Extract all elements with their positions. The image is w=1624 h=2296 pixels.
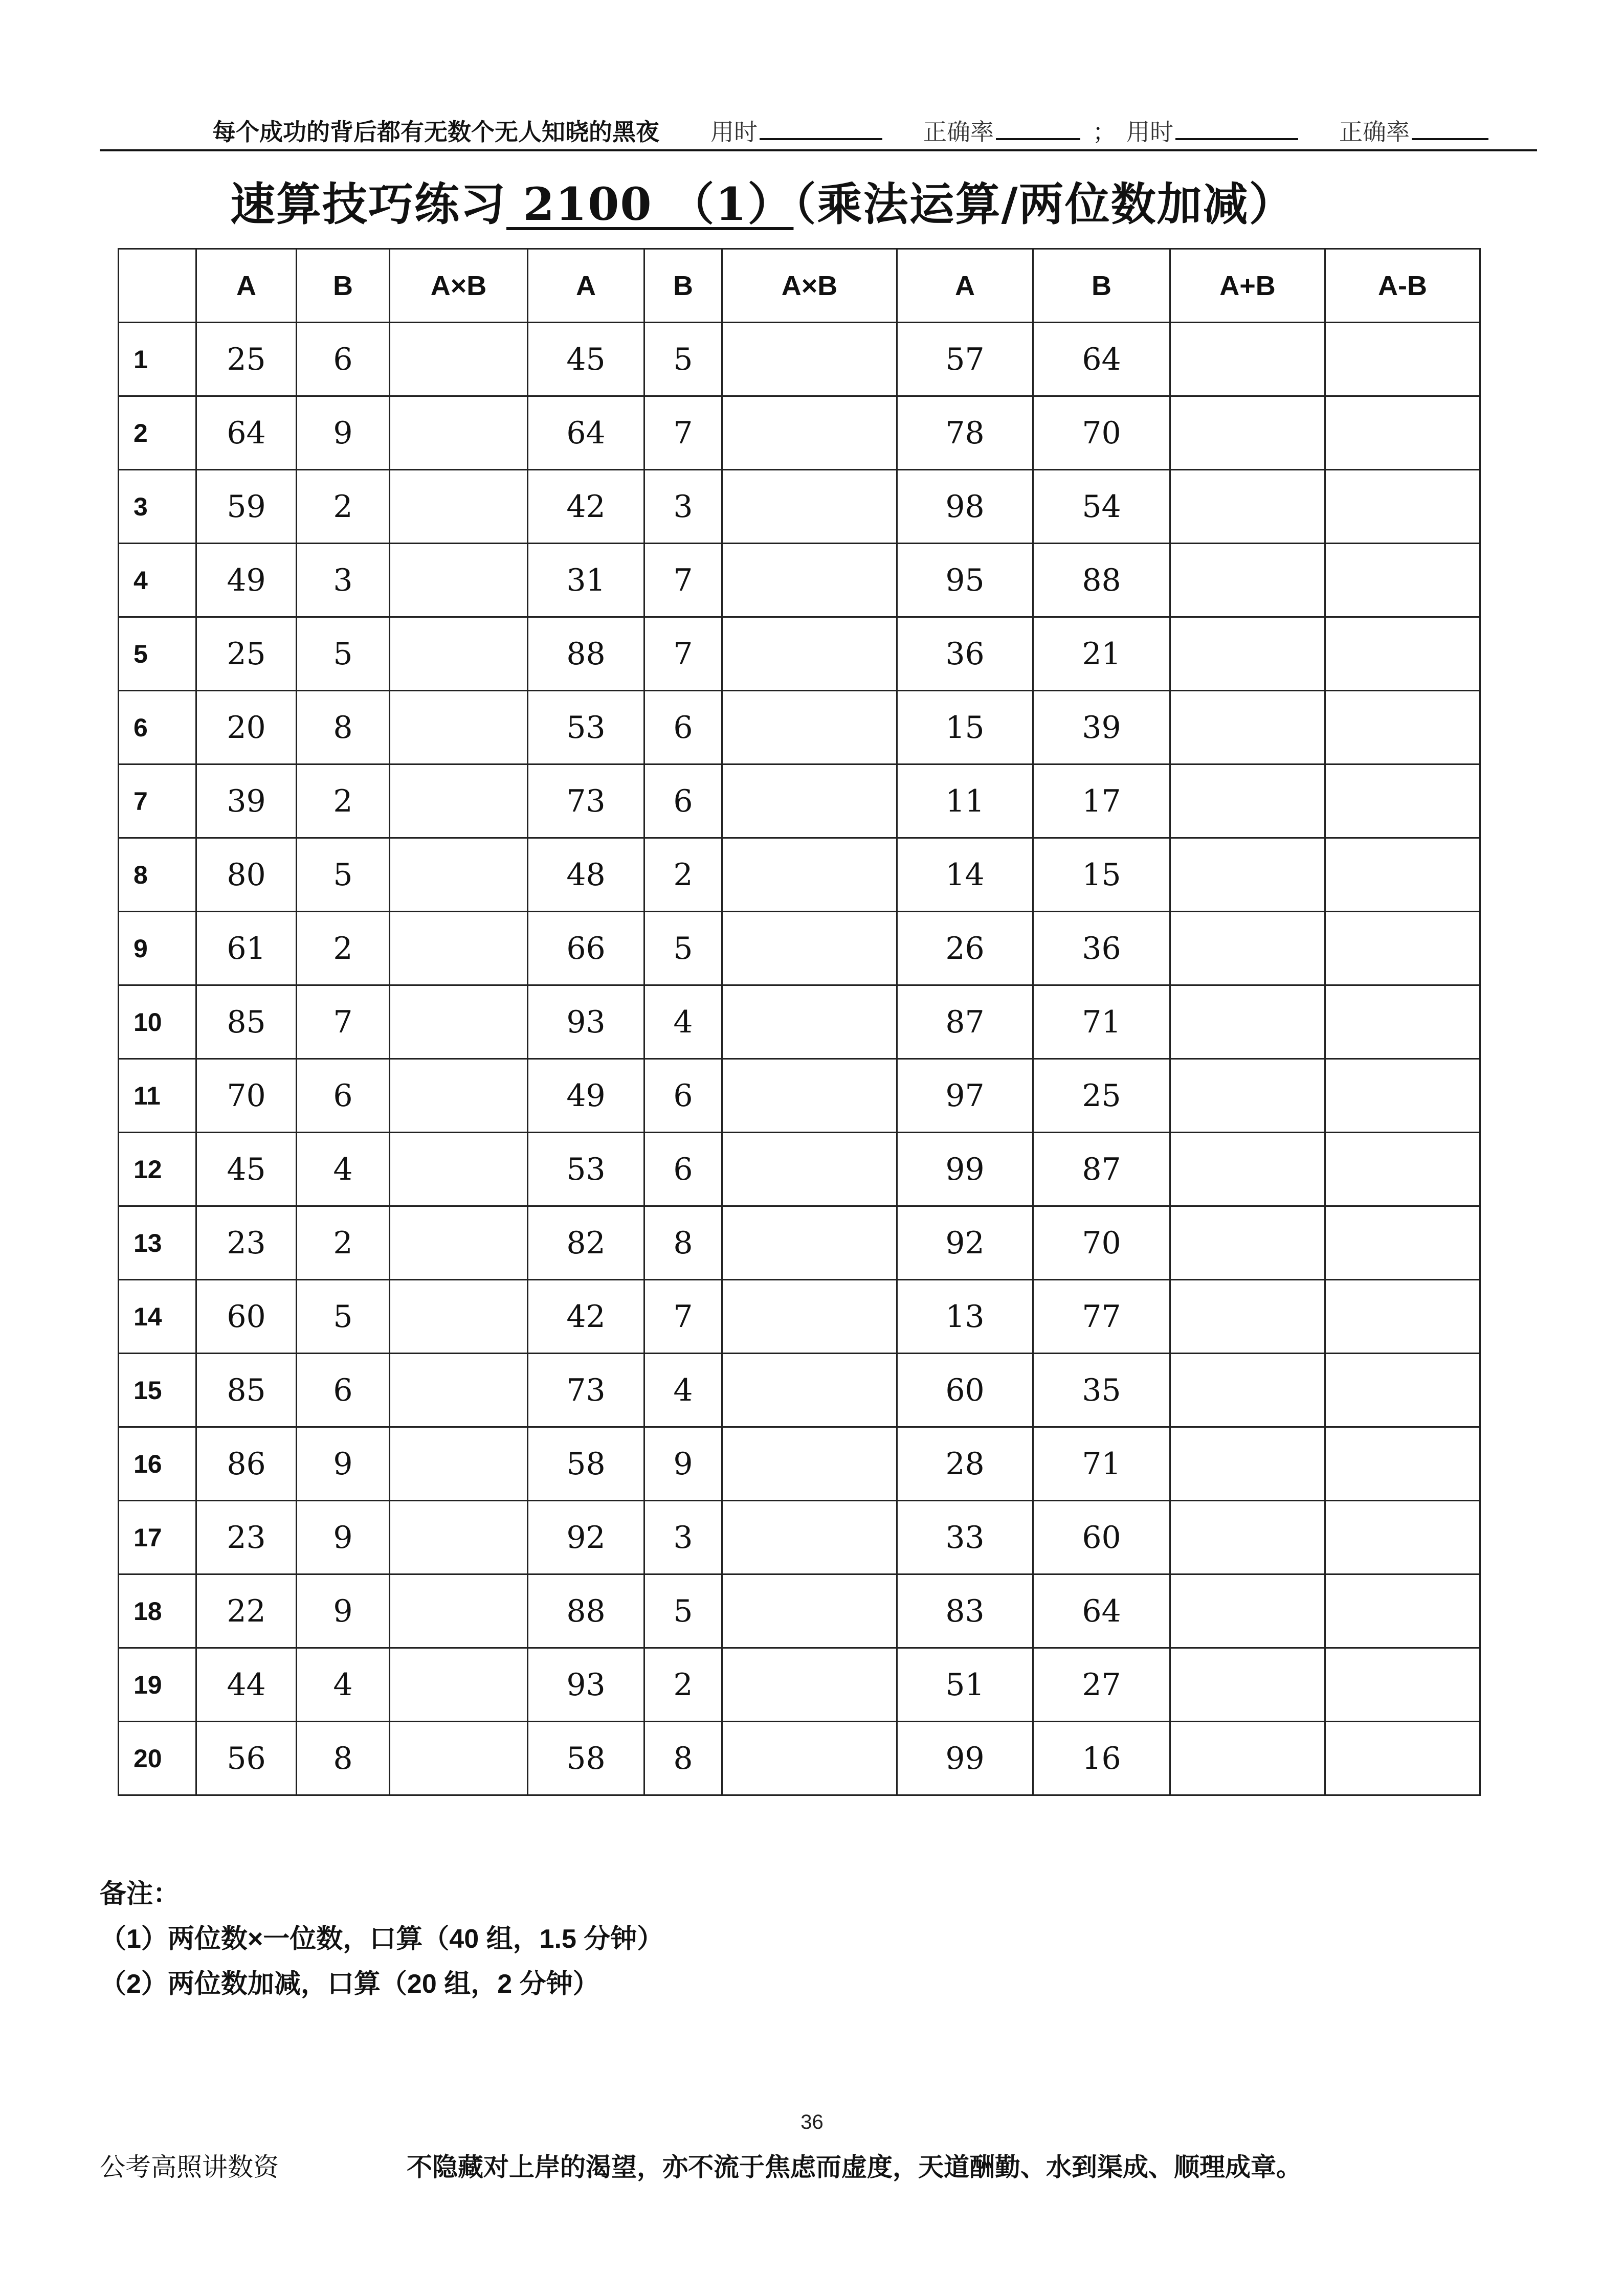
- notes-line-2: （2）两位数加减，口算（20 组，2 分钟）: [100, 1969, 599, 1999]
- table-row: [119, 1574, 1480, 1648]
- answer-cell-product[interactable]: [390, 323, 528, 396]
- cell-b: 4: [644, 1354, 722, 1427]
- cell-b: 4: [297, 1648, 390, 1722]
- answer-cell-sum[interactable]: [1170, 1574, 1325, 1648]
- table-header-row: [119, 249, 1480, 323]
- cell-a: 92: [897, 1206, 1033, 1280]
- cell-b: 7: [297, 985, 390, 1059]
- answer-cell-product[interactable]: [722, 912, 897, 985]
- cell-b: 87: [1033, 1133, 1170, 1206]
- cell-b: 6: [297, 1059, 390, 1133]
- cell-b: 9: [297, 396, 390, 470]
- cell-b: 7: [644, 1280, 722, 1354]
- header-cell-product: A×B: [722, 249, 897, 323]
- cell-b: 70: [1033, 1206, 1170, 1280]
- answer-cell-difference[interactable]: [1325, 985, 1480, 1059]
- cell-a: 44: [196, 1648, 297, 1722]
- cell-b: 2: [297, 764, 390, 838]
- cell-a: 23: [196, 1501, 297, 1574]
- cell-a: 85: [196, 1354, 297, 1427]
- row-index: 6: [119, 691, 196, 764]
- header-rule: [100, 149, 1537, 151]
- row-index: 1: [119, 323, 196, 396]
- cell-a: 45: [528, 323, 644, 396]
- answer-cell-difference[interactable]: [1325, 1574, 1480, 1648]
- cell-b: 5: [644, 1574, 722, 1648]
- notes: [100, 1872, 663, 2007]
- page-title: [230, 169, 1295, 233]
- answer-cell-difference[interactable]: [1325, 470, 1480, 544]
- time-blank-2[interactable]: [1175, 116, 1298, 140]
- cell-a: 99: [897, 1133, 1033, 1206]
- answer-cell-sum[interactable]: [1170, 470, 1325, 544]
- cell-a: 85: [196, 985, 297, 1059]
- cell-b: 6: [644, 1059, 722, 1133]
- row-index: 16: [119, 1427, 196, 1501]
- table-row: [119, 691, 1480, 764]
- answer-cell-difference[interactable]: [1325, 1648, 1480, 1722]
- cell-b: 6: [644, 1133, 722, 1206]
- cell-a: 66: [528, 912, 644, 985]
- cell-a: 49: [196, 544, 297, 617]
- cell-a: 53: [528, 1133, 644, 1206]
- answer-cell-sum[interactable]: [1170, 912, 1325, 985]
- cell-b: 60: [1033, 1501, 1170, 1574]
- cell-b: 5: [297, 617, 390, 691]
- cell-a: 31: [528, 544, 644, 617]
- answer-cell-product[interactable]: [722, 1280, 897, 1354]
- cell-a: 36: [897, 617, 1033, 691]
- row-index: 5: [119, 617, 196, 691]
- answer-cell-product[interactable]: [722, 470, 897, 544]
- cell-a: 14: [897, 838, 1033, 912]
- answer-cell-difference[interactable]: [1325, 912, 1480, 985]
- cell-b: 6: [644, 691, 722, 764]
- row-index: 9: [119, 912, 196, 985]
- row-index: 2: [119, 396, 196, 470]
- cell-a: 80: [196, 838, 297, 912]
- answer-cell-sum[interactable]: [1170, 323, 1325, 396]
- answer-cell-product[interactable]: [390, 617, 528, 691]
- cell-a: 59: [196, 470, 297, 544]
- cell-b: 2: [297, 470, 390, 544]
- cell-a: 87: [897, 985, 1033, 1059]
- row-index: 4: [119, 544, 196, 617]
- cell-b: 9: [297, 1427, 390, 1501]
- cell-b: 5: [297, 838, 390, 912]
- answer-cell-difference[interactable]: [1325, 1206, 1480, 1280]
- cell-b: 70: [1033, 396, 1170, 470]
- accuracy-field-2: [1339, 114, 1488, 147]
- answer-cell-difference[interactable]: [1325, 396, 1480, 470]
- header-cell-b: B: [1033, 249, 1170, 323]
- answer-cell-sum[interactable]: [1170, 617, 1325, 691]
- answer-cell-product[interactable]: [390, 470, 528, 544]
- cell-b: 6: [644, 764, 722, 838]
- cell-a: 98: [897, 470, 1033, 544]
- header-cell-index: [119, 249, 196, 323]
- row-index: 18: [119, 1574, 196, 1648]
- answer-cell-difference[interactable]: [1325, 691, 1480, 764]
- cell-a: 25: [196, 617, 297, 691]
- cell-b: 5: [644, 912, 722, 985]
- cell-b: 9: [297, 1574, 390, 1648]
- answer-cell-sum[interactable]: [1170, 1427, 1325, 1501]
- cell-b: 9: [297, 1501, 390, 1574]
- answer-cell-difference[interactable]: [1325, 544, 1480, 617]
- time-label-1: 用时: [710, 118, 758, 146]
- time-blank-1[interactable]: [760, 116, 882, 140]
- table-row: [119, 1427, 1480, 1501]
- row-index: 15: [119, 1354, 196, 1427]
- table-row: [119, 617, 1480, 691]
- answer-cell-difference[interactable]: [1325, 1501, 1480, 1574]
- table-row: [119, 1059, 1480, 1133]
- answer-cell-sum[interactable]: [1170, 1280, 1325, 1354]
- cell-a: 93: [528, 1648, 644, 1722]
- cell-b: 8: [297, 1722, 390, 1795]
- answer-cell-product[interactable]: [390, 985, 528, 1059]
- answer-cell-difference[interactable]: [1325, 323, 1480, 396]
- table-row: [119, 1133, 1480, 1206]
- answer-cell-sum[interactable]: [1170, 691, 1325, 764]
- answer-cell-product[interactable]: [390, 1722, 528, 1795]
- cell-a: 88: [528, 617, 644, 691]
- answer-cell-product[interactable]: [722, 1133, 897, 1206]
- answer-cell-product[interactable]: [390, 1280, 528, 1354]
- title-code: 2100 （1）: [506, 177, 794, 231]
- cell-a: 53: [528, 691, 644, 764]
- page-number: 36: [800, 2111, 824, 2133]
- answer-cell-product[interactable]: [722, 1059, 897, 1133]
- answer-cell-product[interactable]: [390, 912, 528, 985]
- answer-cell-difference[interactable]: [1325, 838, 1480, 912]
- answer-cell-product[interactable]: [722, 838, 897, 912]
- table-row: [119, 1722, 1480, 1795]
- table-row: [119, 1501, 1480, 1574]
- answer-cell-product[interactable]: [722, 1648, 897, 1722]
- answer-cell-difference[interactable]: [1325, 1059, 1480, 1133]
- cell-a: 73: [528, 1354, 644, 1427]
- time-label-2: 用时: [1126, 118, 1173, 146]
- cell-b: 88: [1033, 544, 1170, 617]
- cell-a: 25: [196, 323, 297, 396]
- header-cell-sum: A+B: [1170, 249, 1325, 323]
- cell-b: 6: [297, 1354, 390, 1427]
- answer-cell-product[interactable]: [722, 691, 897, 764]
- answer-cell-sum[interactable]: [1170, 1133, 1325, 1206]
- table-row: [119, 470, 1480, 544]
- answer-cell-sum[interactable]: [1170, 396, 1325, 470]
- cell-a: 56: [196, 1722, 297, 1795]
- cell-a: 95: [897, 544, 1033, 617]
- answer-cell-sum[interactable]: [1170, 1501, 1325, 1574]
- answer-cell-sum[interactable]: [1170, 764, 1325, 838]
- accuracy-field-1: [923, 114, 1080, 147]
- cell-b: 7: [644, 617, 722, 691]
- table-row: [119, 1354, 1480, 1427]
- cell-a: 28: [897, 1427, 1033, 1501]
- answer-cell-product[interactable]: [722, 1354, 897, 1427]
- cell-a: 39: [196, 764, 297, 838]
- cell-b: 5: [297, 1280, 390, 1354]
- header-cell-product: A×B: [390, 249, 528, 323]
- cell-a: 22: [196, 1574, 297, 1648]
- accuracy-blank-1[interactable]: [996, 116, 1080, 140]
- cell-b: 21: [1033, 617, 1170, 691]
- cell-a: 93: [528, 985, 644, 1059]
- table-row: [119, 912, 1480, 985]
- cell-b: 6: [297, 323, 390, 396]
- header-cell-b: B: [297, 249, 390, 323]
- cell-b: 25: [1033, 1059, 1170, 1133]
- cell-b: 2: [644, 838, 722, 912]
- answer-cell-product[interactable]: [390, 1059, 528, 1133]
- cell-a: 58: [528, 1427, 644, 1501]
- cell-b: 3: [297, 544, 390, 617]
- answer-cell-difference[interactable]: [1325, 1133, 1480, 1206]
- answer-cell-sum[interactable]: [1170, 1354, 1325, 1427]
- answer-cell-product[interactable]: [390, 1206, 528, 1280]
- cell-a: 82: [528, 1206, 644, 1280]
- cell-a: 42: [528, 470, 644, 544]
- cell-a: 11: [897, 764, 1033, 838]
- answer-cell-product[interactable]: [390, 764, 528, 838]
- cell-a: 49: [528, 1059, 644, 1133]
- table-row: [119, 838, 1480, 912]
- cell-b: 2: [297, 912, 390, 985]
- row-index: 14: [119, 1280, 196, 1354]
- answer-cell-product[interactable]: [390, 1574, 528, 1648]
- answer-cell-difference[interactable]: [1325, 1427, 1480, 1501]
- cell-b: 15: [1033, 838, 1170, 912]
- practice-table: [118, 248, 1481, 1796]
- cell-a: 99: [897, 1722, 1033, 1795]
- cell-b: 54: [1033, 470, 1170, 544]
- answer-cell-product[interactable]: [390, 1501, 528, 1574]
- cell-a: 23: [196, 1206, 297, 1280]
- cell-b: 4: [644, 985, 722, 1059]
- answer-cell-sum[interactable]: [1170, 1648, 1325, 1722]
- header-separator: ；: [1093, 118, 1116, 146]
- row-index: 8: [119, 838, 196, 912]
- answer-cell-product[interactable]: [722, 1722, 897, 1795]
- answer-cell-product[interactable]: [722, 1427, 897, 1501]
- row-index: 7: [119, 764, 196, 838]
- cell-b: 27: [1033, 1648, 1170, 1722]
- cell-a: 58: [528, 1722, 644, 1795]
- cell-a: 73: [528, 764, 644, 838]
- answer-cell-sum[interactable]: [1170, 985, 1325, 1059]
- cell-b: 2: [644, 1648, 722, 1722]
- table-row: [119, 323, 1480, 396]
- table-row: [119, 985, 1480, 1059]
- cell-b: 3: [644, 470, 722, 544]
- header-cell-a: A: [897, 249, 1033, 323]
- answer-cell-product[interactable]: [390, 544, 528, 617]
- notes-line-1: （1）两位数×一位数，口算（40 组，1.5 分钟）: [100, 1924, 664, 1954]
- cell-a: 88: [528, 1574, 644, 1648]
- cell-b: 39: [1033, 691, 1170, 764]
- cell-b: 9: [644, 1427, 722, 1501]
- cell-a: 78: [897, 396, 1033, 470]
- cell-b: 17: [1033, 764, 1170, 838]
- row-index: 20: [119, 1722, 196, 1795]
- answer-cell-sum[interactable]: [1170, 838, 1325, 912]
- cell-a: 57: [897, 323, 1033, 396]
- cell-b: 3: [644, 1501, 722, 1574]
- cell-b: 8: [297, 691, 390, 764]
- row-index: 19: [119, 1648, 196, 1722]
- cell-b: 4: [297, 1133, 390, 1206]
- title-prefix: 速算技巧练习: [230, 178, 507, 231]
- answer-cell-product[interactable]: [722, 1574, 897, 1648]
- answer-cell-product[interactable]: [722, 764, 897, 838]
- table-row: [119, 1206, 1480, 1280]
- cell-b: 36: [1033, 912, 1170, 985]
- cell-a: 13: [897, 1280, 1033, 1354]
- answer-cell-sum[interactable]: [1170, 1206, 1325, 1280]
- cell-a: 64: [528, 396, 644, 470]
- answer-cell-product[interactable]: [390, 691, 528, 764]
- table-row: [119, 764, 1480, 838]
- cell-a: 60: [897, 1354, 1033, 1427]
- cell-a: 48: [528, 838, 644, 912]
- cell-a: 26: [897, 912, 1033, 985]
- row-index: 12: [119, 1133, 196, 1206]
- row-index: 17: [119, 1501, 196, 1574]
- row-index: 13: [119, 1206, 196, 1280]
- row-index: 11: [119, 1059, 196, 1133]
- answer-cell-product[interactable]: [390, 1354, 528, 1427]
- cell-a: 15: [897, 691, 1033, 764]
- answer-cell-sum[interactable]: [1170, 1059, 1325, 1133]
- answer-cell-difference[interactable]: [1325, 1354, 1480, 1427]
- table-row: [119, 1280, 1480, 1354]
- answer-cell-product[interactable]: [390, 1427, 528, 1501]
- cell-a: 64: [196, 396, 297, 470]
- table-row: [119, 1648, 1480, 1722]
- answer-cell-product[interactable]: [390, 1133, 528, 1206]
- answer-cell-product[interactable]: [722, 544, 897, 617]
- cell-a: 60: [196, 1280, 297, 1354]
- cell-a: 83: [897, 1574, 1033, 1648]
- cell-b: 71: [1033, 1427, 1170, 1501]
- answer-cell-product[interactable]: [722, 1501, 897, 1574]
- answer-cell-sum[interactable]: [1170, 1722, 1325, 1795]
- answer-cell-difference[interactable]: [1325, 764, 1480, 838]
- cell-b: 35: [1033, 1354, 1170, 1427]
- answer-cell-product[interactable]: [722, 1206, 897, 1280]
- cell-a: 86: [196, 1427, 297, 1501]
- cell-b: 8: [644, 1206, 722, 1280]
- cell-b: 5: [644, 323, 722, 396]
- table-row: [119, 396, 1480, 470]
- table-row: [119, 544, 1480, 617]
- cell-b: 64: [1033, 1574, 1170, 1648]
- cell-a: 70: [196, 1059, 297, 1133]
- cell-a: 33: [897, 1501, 1033, 1574]
- header-cell-b: B: [644, 249, 722, 323]
- accuracy-label-2: 正确率: [1339, 118, 1410, 146]
- accuracy-blank-2[interactable]: [1412, 116, 1488, 140]
- cell-b: 7: [644, 396, 722, 470]
- cell-a: 51: [897, 1648, 1033, 1722]
- header-motto: 每个成功的背后都有无数个无人知晓的黑夜: [212, 118, 659, 146]
- footer-motto: 不隐藏对上岸的渴望，亦不流于焦虑而虚度，天道酬勤、水到渠成、顺理成章。: [407, 2152, 1302, 2182]
- row-index: 10: [119, 985, 196, 1059]
- answer-cell-product[interactable]: [722, 323, 897, 396]
- header-cell-a: A: [196, 249, 297, 323]
- cell-a: 92: [528, 1501, 644, 1574]
- cell-a: 45: [196, 1133, 297, 1206]
- answer-cell-sum[interactable]: [1170, 544, 1325, 617]
- header-line: [212, 114, 1542, 147]
- cell-b: 8: [644, 1722, 722, 1795]
- header-cell-a: A: [528, 249, 644, 323]
- cell-b: 71: [1033, 985, 1170, 1059]
- answer-cell-product[interactable]: [390, 396, 528, 470]
- footer-left: 公考高照讲数资: [100, 2152, 279, 2182]
- notes-heading: 备注：: [100, 1879, 180, 1909]
- time-field-2: [1126, 114, 1298, 147]
- cell-b: 7: [644, 544, 722, 617]
- cell-b: 16: [1033, 1722, 1170, 1795]
- cell-a: 61: [196, 912, 297, 985]
- time-field-1: [710, 114, 882, 147]
- answer-cell-product[interactable]: [722, 396, 897, 470]
- cell-a: 42: [528, 1280, 644, 1354]
- header-cell-difference: A-B: [1325, 249, 1480, 323]
- answer-cell-difference[interactable]: [1325, 1280, 1480, 1354]
- answer-cell-product[interactable]: [390, 1648, 528, 1722]
- title-suffix: （乘法运算/两位数加减）: [793, 178, 1295, 231]
- cell-b: 64: [1033, 323, 1170, 396]
- answer-cell-difference[interactable]: [1325, 1722, 1480, 1795]
- cell-b: 77: [1033, 1280, 1170, 1354]
- answer-cell-product[interactable]: [722, 617, 897, 691]
- answer-cell-product[interactable]: [390, 838, 528, 912]
- accuracy-label-1: 正确率: [923, 118, 994, 146]
- cell-a: 97: [897, 1059, 1033, 1133]
- answer-cell-difference[interactable]: [1325, 617, 1480, 691]
- cell-b: 2: [297, 1206, 390, 1280]
- cell-a: 20: [196, 691, 297, 764]
- row-index: 3: [119, 470, 196, 544]
- answer-cell-product[interactable]: [722, 985, 897, 1059]
